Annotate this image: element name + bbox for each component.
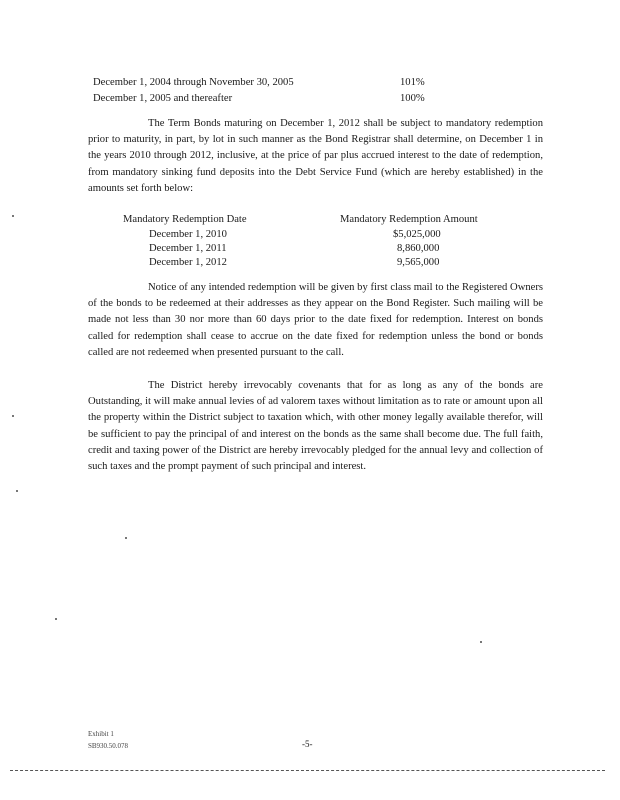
premium-price-2: 100% xyxy=(400,93,425,104)
redemption-amount-2: 8,860,000 xyxy=(397,243,440,254)
page-number: -5- xyxy=(302,739,313,749)
footer-document-code: SB930.50.078 xyxy=(88,742,129,750)
scan-speck xyxy=(16,490,18,492)
redemption-amount-header: Mandatory Redemption Amount xyxy=(340,214,478,225)
premium-price-1: 101% xyxy=(400,77,425,88)
paragraph-notice-of-redemption: Notice of any intended redemption will be given by first class mail to the Registered Owners of the bonds to be redeemed at their addresses as they appear on the Bond Register. Such mailing will be made not less than 30 nor more than 60 days prior to the date fixed for redemption. Interest on bonds called for redemption shall cease to accrue on the date fixed for redemption unless the bond or bonds called are not redeemed when presented pursuant to the call. xyxy=(88,282,543,358)
scan-speck xyxy=(12,415,14,417)
footer-exhibit: Exhibit 1 xyxy=(88,730,114,738)
scan-speck xyxy=(55,618,57,620)
redemption-date-1: December 1, 2010 xyxy=(149,229,227,240)
redemption-date-3: December 1, 2012 xyxy=(149,257,227,268)
scan-speck xyxy=(125,537,127,539)
bottom-scan-rule xyxy=(10,770,605,771)
redemption-date-header: Mandatory Redemption Date xyxy=(123,214,247,225)
premium-period-2: December 1, 2005 and thereafter xyxy=(93,93,233,104)
redemption-date-2: December 1, 2011 xyxy=(149,243,227,254)
paragraph-term-bonds: The Term Bonds maturing on December 1, 2012 shall be subject to mandatory redemption prior to maturity, in part, by lot in such manner as the Bond Registrar shall determine, on December 1 in the years 2010 through 2012, inclusive, at the price of par plus accrued interest to the date of redemption, from mandatory sinking fund deposits into the Debt Service Fund (which are hereby established) in the amounts set forth below: xyxy=(88,118,543,194)
paragraph-district-covenant: The District hereby irrevocably covenants that for as long as any of the bonds are Outstanding, it will make annual levies of ad valorem taxes without limitation as to rate or amount upon all the property within the District subject to taxation which, with other money legally available therefor, will be sufficient to pay the principal of and interest on the bonds as the same shall become due. The full faith, credit and taxing power of the District are hereby irrevocably pledged for the annual levy and collection of such taxes and the prompt payment of such principal and interest. xyxy=(88,380,543,473)
premium-period-1: December 1, 2004 through November 30, 2005 xyxy=(93,77,294,88)
scan-speck xyxy=(12,215,14,217)
scan-speck xyxy=(480,641,482,643)
redemption-amount-3: 9,565,000 xyxy=(397,257,440,268)
redemption-amount-1: $5,025,000 xyxy=(393,229,441,240)
